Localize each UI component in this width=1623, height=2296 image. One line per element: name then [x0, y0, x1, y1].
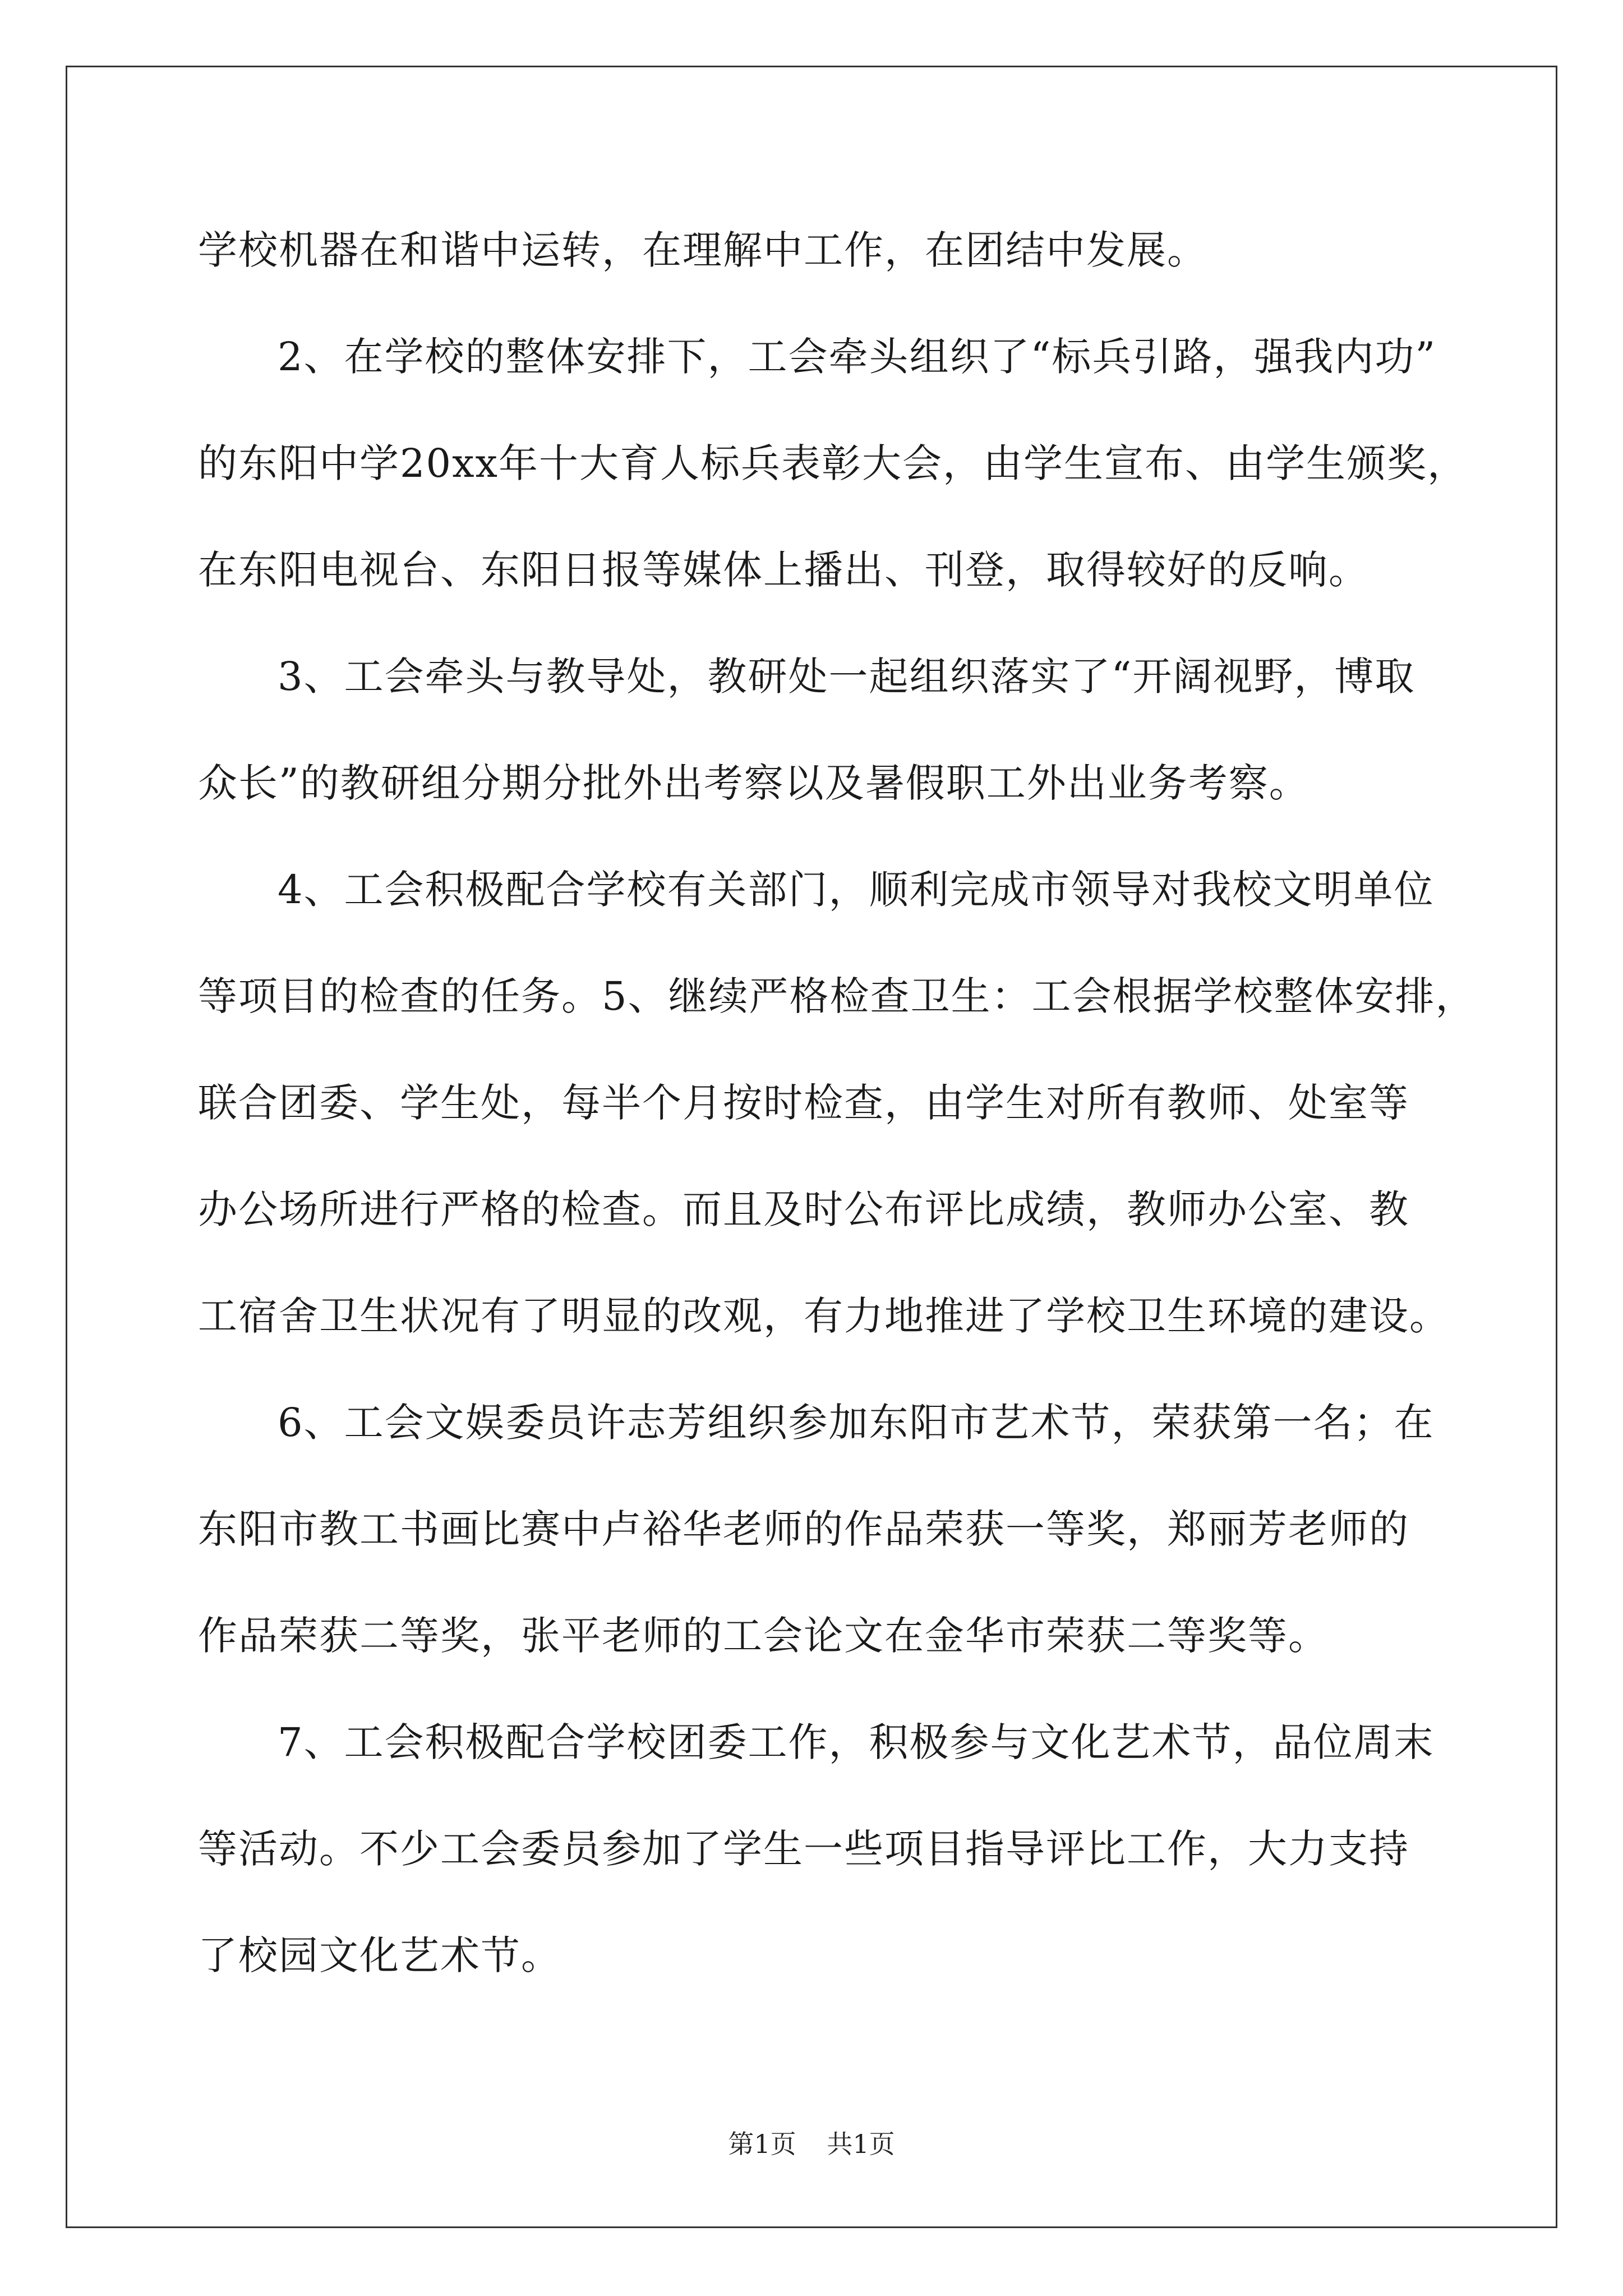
paragraph-line: 6、工会文娱委员许志芳组织参加东阳市艺术节，荣获第一名；在 — [278, 1400, 1435, 1446]
paragraph-line: 作品荣获二等奖，张平老师的工会论文在金华市荣获二等奖等。 — [198, 1613, 1329, 1659]
paragraph-line: 3、工会牵头与教导处，教研处一起组织落实了“开阔视野，博取 — [278, 654, 1415, 700]
paragraph-line: 联合团委、学生处，每半个月按时检查，由学生对所有教师、处室等 — [198, 1080, 1409, 1126]
paragraph-line: 在东阳电视台、东阳日报等媒体上播出、刊登，取得较好的反响。 — [198, 547, 1369, 593]
paragraph-line: 7、工会积极配合学校团委工作，积极参与文化艺术节，品位周末 — [278, 1719, 1435, 1765]
paragraph-line: 学校机器在和谐中运转，在理解中工作，在团结中发展。 — [198, 227, 1207, 273]
paragraph-line: 的东阳中学20xx年十大育人标兵表彰大会，由学生宣布、由学生颁奖， — [198, 440, 1468, 486]
paragraph-line: 等活动。不少工会委员参加了学生一些项目指导评比工作，大力支持 — [198, 1826, 1409, 1872]
page-footer — [0, 2127, 1623, 2161]
document-body — [198, 197, 1476, 2009]
paragraph-line: 东阳市教工书画比赛中卢裕华老师的作品荣获一等奖，郑丽芳老师的 — [198, 1506, 1409, 1552]
paragraph-line: 2、在学校的整体安排下，工会牵头组织了“标兵引路，强我内功” — [278, 334, 1437, 380]
page-total: 共1页 — [827, 2129, 895, 2159]
paragraph-line: 办公场所进行严格的检查。而且及时公布评比成绩，教师办公室、教 — [198, 1186, 1409, 1232]
paragraph-line: 工宿舍卫生状况有了明显的改观，有力地推进了学校卫生环境的建设。 — [198, 1293, 1450, 1339]
page-number: 第1页 — [728, 2129, 796, 2159]
paragraph-line: 等项目的检查的任务。5、继续严格检查卫生：工会根据学校整体安排， — [198, 973, 1476, 1019]
paragraph-line: 4、工会积极配合学校有关部门，顺利完成市领导对我校文明单位 — [278, 867, 1435, 913]
paragraph-line: 众长”的教研组分期分批外出考察以及暑假职工外出业务考察。 — [198, 760, 1310, 806]
paragraph-line: 了校园文化艺术节。 — [198, 1932, 561, 1978]
